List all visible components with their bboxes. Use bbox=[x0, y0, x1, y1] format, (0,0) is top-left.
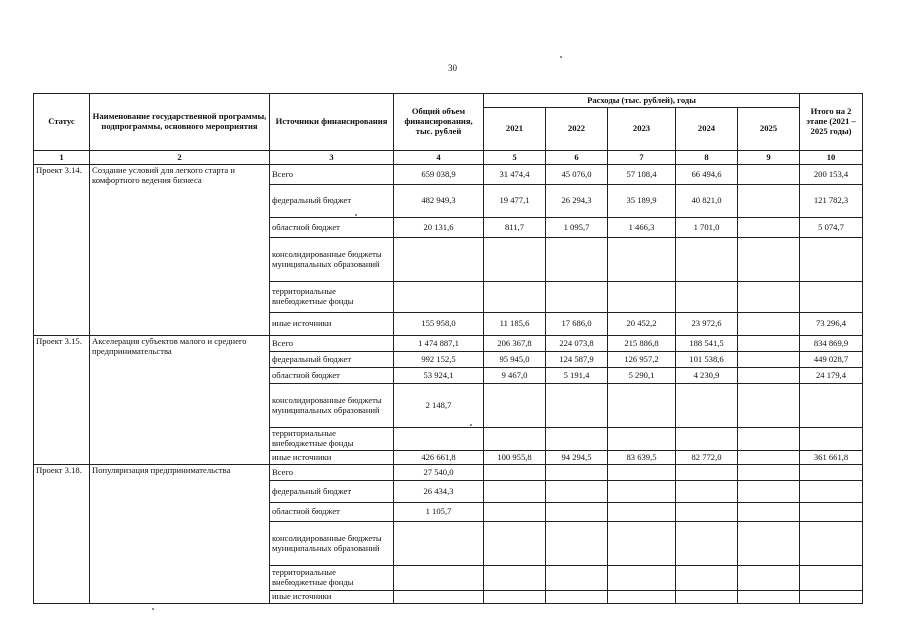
amount-cell bbox=[484, 282, 546, 313]
amount-cell bbox=[800, 481, 863, 503]
amount-cell: 206 367,8 bbox=[484, 336, 546, 352]
amount-cell: 20 452,2 bbox=[608, 313, 676, 336]
amount-cell bbox=[608, 591, 676, 604]
amount-cell: 53 924,1 bbox=[394, 368, 484, 384]
project-status: Проект 3.14. bbox=[34, 165, 90, 336]
amount-cell bbox=[676, 522, 738, 566]
amount-cell bbox=[738, 384, 800, 428]
column-number: 9 bbox=[738, 151, 800, 165]
amount-cell bbox=[484, 591, 546, 604]
table-row bbox=[34, 336, 863, 352]
amount-cell: 11 185,6 bbox=[484, 313, 546, 336]
amount-cell bbox=[738, 428, 800, 451]
column-number: 7 bbox=[608, 151, 676, 165]
amount-cell: 82 772,0 bbox=[676, 451, 738, 465]
amount-cell bbox=[546, 238, 608, 282]
amount-cell bbox=[546, 282, 608, 313]
amount-cell: 23 972,6 bbox=[676, 313, 738, 336]
amount-cell: 17 686,0 bbox=[546, 313, 608, 336]
funding-source: Всего bbox=[270, 465, 394, 481]
amount-cell bbox=[800, 566, 863, 591]
funding-source: территориальные внебюджетные фонды bbox=[270, 566, 394, 591]
amount-cell: 200 153,4 bbox=[800, 165, 863, 185]
amount-cell bbox=[484, 465, 546, 481]
amount-cell: 19 477,1 bbox=[484, 185, 546, 218]
amount-cell bbox=[676, 503, 738, 522]
amount-cell: 100 955,8 bbox=[484, 451, 546, 465]
amount-cell bbox=[608, 282, 676, 313]
scan-speck bbox=[355, 214, 357, 216]
amount-cell bbox=[546, 481, 608, 503]
amount-cell: 155 958,0 bbox=[394, 313, 484, 336]
amount-cell bbox=[394, 282, 484, 313]
amount-cell bbox=[738, 451, 800, 465]
table-body bbox=[34, 165, 863, 604]
project-name: Популяризация предпринимательства bbox=[90, 465, 270, 604]
amount-cell bbox=[738, 313, 800, 336]
amount-cell bbox=[546, 465, 608, 481]
table-row bbox=[34, 465, 863, 481]
column-number: 10 bbox=[800, 151, 863, 165]
amount-cell bbox=[800, 465, 863, 481]
amount-cell bbox=[484, 384, 546, 428]
table-header bbox=[34, 94, 863, 165]
amount-cell bbox=[608, 428, 676, 451]
column-number: 8 bbox=[676, 151, 738, 165]
amount-cell: 126 957,2 bbox=[608, 352, 676, 368]
funding-source: консолидированные бюджеты муниципальных образований bbox=[270, 238, 394, 282]
amount-cell bbox=[484, 481, 546, 503]
header-stage-total: Итого на 2 этапе (2021 – 2025 годы) bbox=[800, 94, 863, 151]
amount-cell bbox=[484, 238, 546, 282]
amount-cell: 121 782,3 bbox=[800, 185, 863, 218]
amount-cell: 24 179,4 bbox=[800, 368, 863, 384]
funding-source: Всего bbox=[270, 336, 394, 352]
amount-cell bbox=[484, 428, 546, 451]
amount-cell bbox=[800, 503, 863, 522]
amount-cell bbox=[738, 566, 800, 591]
amount-cell bbox=[738, 352, 800, 368]
column-number: 5 bbox=[484, 151, 546, 165]
header-year: 2023 bbox=[608, 108, 676, 151]
amount-cell bbox=[738, 503, 800, 522]
funding-source: территориальные внебюджетные фонды bbox=[270, 282, 394, 313]
amount-cell: 26 434,3 bbox=[394, 481, 484, 503]
amount-cell bbox=[608, 384, 676, 428]
column-number: 4 bbox=[394, 151, 484, 165]
amount-cell: 35 189,9 bbox=[608, 185, 676, 218]
amount-cell bbox=[738, 481, 800, 503]
amount-cell: 1 701,0 bbox=[676, 218, 738, 238]
amount-cell: 101 538,6 bbox=[676, 352, 738, 368]
amount-cell bbox=[800, 282, 863, 313]
funding-source: областной бюджет bbox=[270, 368, 394, 384]
amount-cell bbox=[676, 566, 738, 591]
funding-source: областной бюджет bbox=[270, 218, 394, 238]
funding-source: областной бюджет bbox=[270, 503, 394, 522]
amount-cell bbox=[484, 522, 546, 566]
project-name: Акселерация субъектов малого и среднего предпринимательства bbox=[90, 336, 270, 465]
header-year: 2025 bbox=[738, 108, 800, 151]
funding-source: территориальные внебюджетные фонды bbox=[270, 428, 394, 451]
amount-cell bbox=[800, 522, 863, 566]
amount-cell bbox=[394, 428, 484, 451]
amount-cell bbox=[394, 566, 484, 591]
funding-source: иные источники bbox=[270, 591, 394, 604]
amount-cell bbox=[676, 384, 738, 428]
amount-cell: 26 294,3 bbox=[546, 185, 608, 218]
amount-cell bbox=[394, 238, 484, 282]
funding-source: федеральный бюджет bbox=[270, 185, 394, 218]
amount-cell bbox=[484, 566, 546, 591]
amount-cell bbox=[608, 481, 676, 503]
amount-cell bbox=[546, 566, 608, 591]
amount-cell bbox=[738, 591, 800, 604]
amount-cell bbox=[546, 503, 608, 522]
amount-cell: 1 105,7 bbox=[394, 503, 484, 522]
amount-cell: 188 541,5 bbox=[676, 336, 738, 352]
amount-cell: 659 038,9 bbox=[394, 165, 484, 185]
funding-source: Всего bbox=[270, 165, 394, 185]
amount-cell bbox=[676, 465, 738, 481]
header-status: Статус bbox=[34, 94, 90, 151]
funding-source: иные источники bbox=[270, 313, 394, 336]
funding-source: федеральный бюджет bbox=[270, 481, 394, 503]
column-number: 2 bbox=[90, 151, 270, 165]
amount-cell: 94 294,5 bbox=[546, 451, 608, 465]
amount-cell bbox=[676, 282, 738, 313]
amount-cell bbox=[738, 165, 800, 185]
amount-cell: 57 108,4 bbox=[608, 165, 676, 185]
amount-cell: 426 661,8 bbox=[394, 451, 484, 465]
amount-cell: 834 869,9 bbox=[800, 336, 863, 352]
column-number-row bbox=[34, 151, 863, 165]
amount-cell: 4 230,9 bbox=[676, 368, 738, 384]
amount-cell: 73 296,4 bbox=[800, 313, 863, 336]
amount-cell bbox=[608, 238, 676, 282]
header-program-name: Наименование государственной программы, подпрограммы, основного мероприятия bbox=[90, 94, 270, 151]
amount-cell bbox=[800, 384, 863, 428]
amount-cell: 27 540,0 bbox=[394, 465, 484, 481]
header-year: 2021 bbox=[484, 108, 546, 151]
header-expenses: Расходы (тыс. рублей), годы bbox=[484, 94, 800, 108]
header-year: 2024 bbox=[676, 108, 738, 151]
page-number: 30 bbox=[448, 63, 457, 73]
amount-cell: 2 148,7 bbox=[394, 384, 484, 428]
amount-cell bbox=[394, 591, 484, 604]
amount-cell: 20 131,6 bbox=[394, 218, 484, 238]
amount-cell bbox=[608, 522, 676, 566]
column-number: 3 bbox=[270, 151, 394, 165]
header-year: 2022 bbox=[546, 108, 608, 151]
amount-cell bbox=[738, 282, 800, 313]
amount-cell bbox=[394, 522, 484, 566]
column-number: 6 bbox=[546, 151, 608, 165]
amount-cell bbox=[676, 591, 738, 604]
column-number: 1 bbox=[34, 151, 90, 165]
amount-cell: 449 028,7 bbox=[800, 352, 863, 368]
amount-cell: 83 639,5 bbox=[608, 451, 676, 465]
scan-speck bbox=[470, 424, 472, 426]
amount-cell: 45 076,0 bbox=[546, 165, 608, 185]
amount-cell bbox=[608, 503, 676, 522]
amount-cell: 992 152,5 bbox=[394, 352, 484, 368]
funding-source: консолидированные бюджеты муниципальных образований bbox=[270, 384, 394, 428]
amount-cell: 5 290,1 bbox=[608, 368, 676, 384]
amount-cell bbox=[546, 591, 608, 604]
amount-cell bbox=[800, 238, 863, 282]
funding-source: иные источники bbox=[270, 451, 394, 465]
amount-cell bbox=[738, 238, 800, 282]
amount-cell: 40 821,0 bbox=[676, 185, 738, 218]
scan-speck bbox=[152, 608, 154, 610]
amount-cell bbox=[738, 522, 800, 566]
amount-cell bbox=[608, 465, 676, 481]
amount-cell bbox=[546, 384, 608, 428]
budget-table bbox=[33, 93, 863, 604]
amount-cell: 31 474,4 bbox=[484, 165, 546, 185]
amount-cell bbox=[738, 218, 800, 238]
amount-cell bbox=[608, 566, 676, 591]
amount-cell: 482 949,3 bbox=[394, 185, 484, 218]
amount-cell bbox=[546, 522, 608, 566]
amount-cell bbox=[738, 368, 800, 384]
amount-cell: 1 095,7 bbox=[546, 218, 608, 238]
project-status: Проект 3.18. bbox=[34, 465, 90, 604]
amount-cell: 361 661,8 bbox=[800, 451, 863, 465]
amount-cell bbox=[676, 481, 738, 503]
amount-cell: 811,7 bbox=[484, 218, 546, 238]
header-sources: Источники финансирования bbox=[270, 94, 394, 151]
amount-cell bbox=[546, 428, 608, 451]
header-total: Общий объем финансирования, тыс. рублей bbox=[394, 94, 484, 151]
amount-cell: 1 466,3 bbox=[608, 218, 676, 238]
amount-cell: 224 073,8 bbox=[546, 336, 608, 352]
project-name: Создание условий для легкого старта и комфортного ведения бизнеса bbox=[90, 165, 270, 336]
amount-cell: 1 474 887,1 bbox=[394, 336, 484, 352]
amount-cell bbox=[738, 336, 800, 352]
project-status: Проект 3.15. bbox=[34, 336, 90, 465]
amount-cell bbox=[676, 428, 738, 451]
amount-cell bbox=[676, 238, 738, 282]
amount-cell bbox=[484, 503, 546, 522]
table-row bbox=[34, 165, 863, 185]
funding-source: консолидированные бюджеты муниципальных образований bbox=[270, 522, 394, 566]
amount-cell: 66 494,6 bbox=[676, 165, 738, 185]
amount-cell: 9 467,0 bbox=[484, 368, 546, 384]
amount-cell bbox=[738, 465, 800, 481]
amount-cell: 5 191,4 bbox=[546, 368, 608, 384]
amount-cell: 124 587,9 bbox=[546, 352, 608, 368]
amount-cell: 5 074,7 bbox=[800, 218, 863, 238]
amount-cell: 95 945,0 bbox=[484, 352, 546, 368]
amount-cell bbox=[738, 185, 800, 218]
amount-cell bbox=[800, 428, 863, 451]
amount-cell bbox=[800, 591, 863, 604]
funding-source: федеральный бюджет bbox=[270, 352, 394, 368]
scan-speck bbox=[560, 56, 562, 58]
amount-cell: 215 886,8 bbox=[608, 336, 676, 352]
